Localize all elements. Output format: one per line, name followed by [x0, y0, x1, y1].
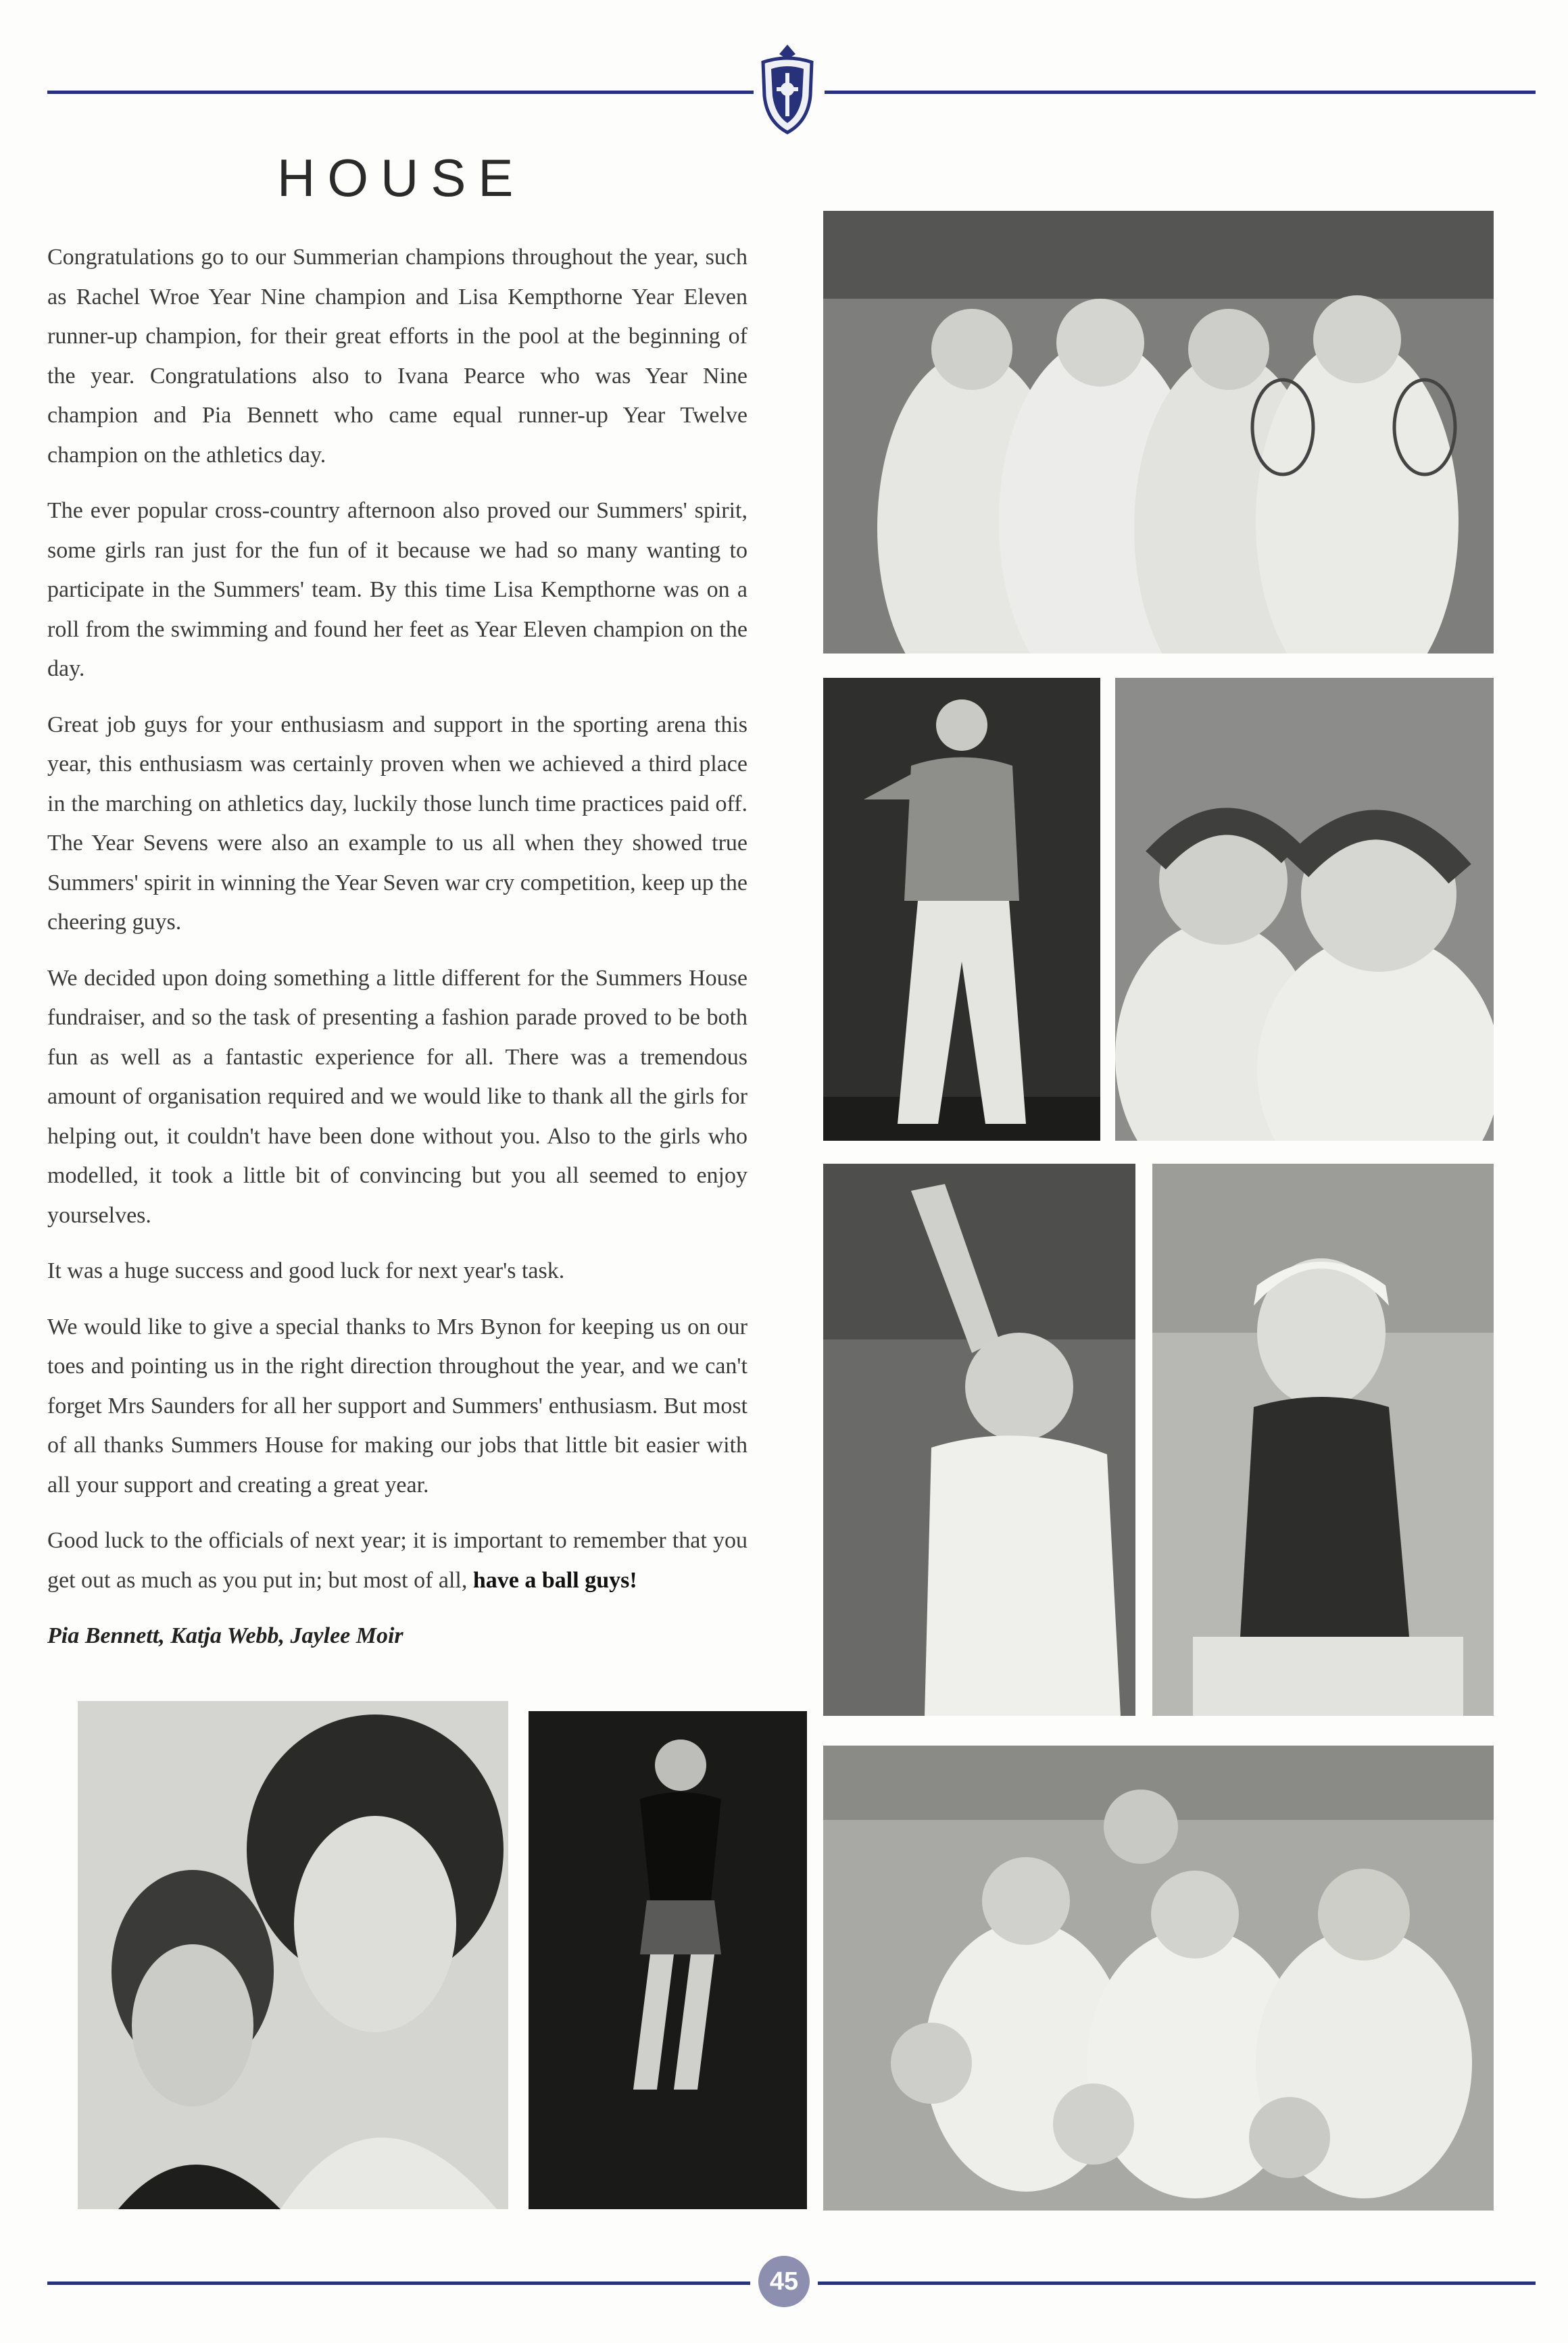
photo-two-girls-smiling [1115, 678, 1494, 1141]
paragraph-fundraiser: We decided upon doing something a little different for the Summers House fundraiser, and so the task of presenting a fashion parade proved to be both fun as well as a fantastic experience for all. There was a tremendous amount of organisation required and we would like to thank all the girls for helping out, it couldn't have been done without you. Also to the girls who modelled, it took a little bit of convincing but you all seemed to enjoy yourselves. [47, 965, 748, 1228]
header-rule-right [825, 91, 1536, 94]
closing-text: Good luck to the officials of next year; it is important to remember that you get out as much as you put in; but most of all, [47, 1528, 748, 1593]
footer-rule-left [47, 2282, 750, 2285]
photo-girl-dancing [823, 1164, 1135, 1716]
photo-group-polo-shirts [823, 1746, 1494, 2211]
paragraph-closing [47, 1521, 748, 1600]
paragraph-cross-country: The ever popular cross-country afternoon also proved our Summers' spirit, some girls ran just for the fun of it because we had so many wanting to participate in the Summers' team. By this time Lisa Kempthorne was on a roll from the swimming and found her feet as Year Eleven champion on the day. [47, 498, 748, 681]
signature: Pia Bennett, Katja Webb, Jaylee Moir [47, 1623, 403, 1648]
header-rule-left [47, 91, 754, 94]
school-crest-icon [754, 42, 821, 137]
photo-girl-swim-cap [1152, 1164, 1494, 1716]
photo-fashion-model-stage [529, 1711, 807, 2209]
paragraph-success: It was a huge success and good luck for next year's task. [47, 1258, 565, 1283]
closing-bold: have a ball guys! [472, 1567, 637, 1593]
footer-rule-right [818, 2282, 1536, 2285]
photo-fashion-parade-girl [823, 678, 1100, 1141]
paragraph-champions: Congratulations go to our Summerian champions throughout the year, such as Rachel Wroe Year Nine champion and Lisa Kempthorne Year Eleven runner-up champion, for their great efforts in the pool at the beginning of the year. Congratulations also to Ivana Pearce who was Year Nine champion and Pia Bennett who came equal runner-up Year Twelve champion on the athletics day. [47, 245, 748, 468]
page-number-badge: 45 [758, 2256, 810, 2307]
photo-badminton-group [823, 211, 1494, 653]
article-body [47, 238, 748, 1673]
paragraph-sporting-arena: Great job guys for your enthusiasm and support in the sporting arena this year, this enthusiasm was certainly proven when we achieved a third place in the marching on athletics day, luckily those lunch time practices paid off. The Year Sevens were also an example to us all when they showed true Summers' spirit in winning the Year Seven war cry competition, keep up the cheering guys. [47, 712, 748, 935]
page-title: HOUSE [277, 148, 526, 207]
paragraph-thanks: We would like to give a special thanks to Mrs Bynon for keeping us on our toes and pointing us in the right direction throughout the year, and we can't forget Mrs Saunders for all her support and Summers' enthusiasm. But most of all thanks Summers House for making our jobs that little bit easier with all your support and creating a great year. [47, 1314, 748, 1498]
photo-girls-portrait-glamour [78, 1701, 508, 2209]
